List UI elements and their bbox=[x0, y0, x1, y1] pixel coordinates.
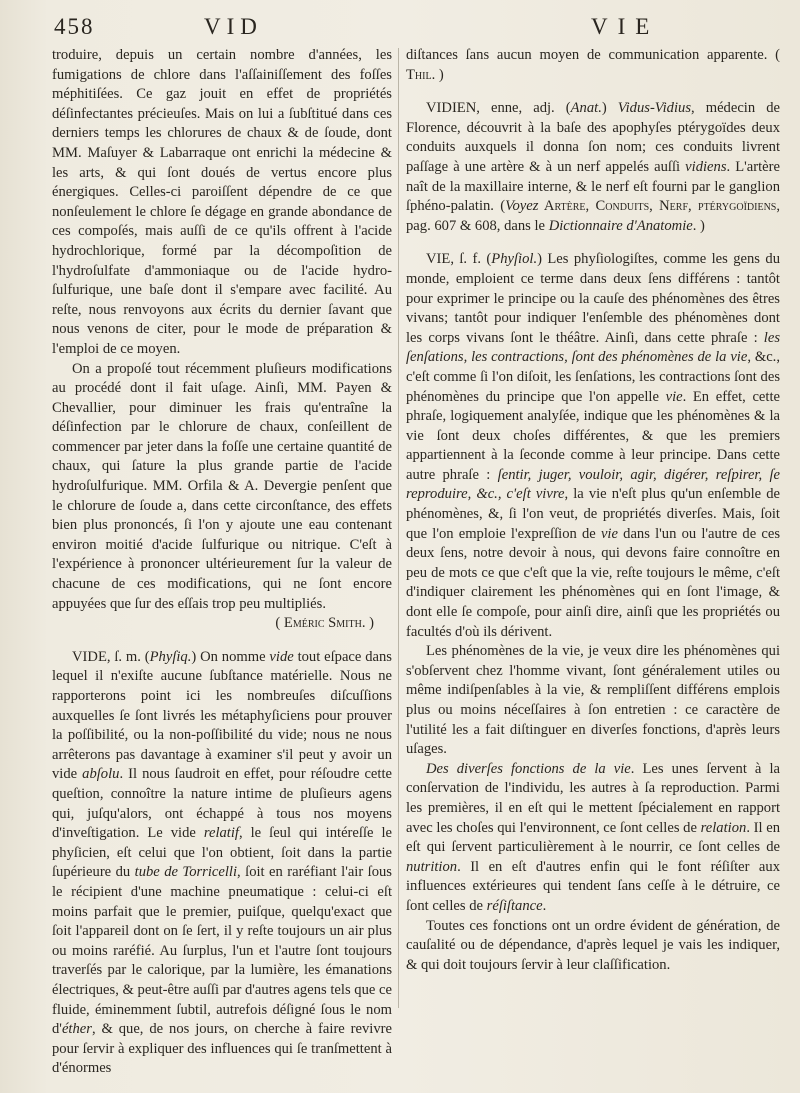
italic-quote: les ſenſations, les contractions, ſont des phénomènes de la vie bbox=[406, 329, 780, 366]
italic-term: relation bbox=[700, 819, 747, 836]
left-running-head: VID bbox=[204, 14, 263, 39]
text-run: . ) bbox=[692, 217, 705, 234]
text-run: . Les unes ſervent à la conſervation de l'individu, les autres à ſa reproduction. Parmi les premières, il en eſt qui le mettent ſpécialement en rapport avec les choſes qui l'environnent, ce ſont celles de bbox=[406, 760, 780, 836]
italic-term: Vidus-Vidius bbox=[617, 100, 692, 117]
text-run: tout eſpace dans lequel il n'exiſte aucune ſubſtance matérielle. Nous ne rapporterons point ici les nombreuſes diſcuſſions auxquelles ſe ſont livrés les métaphyſiciens pour prouver la poſſibilité, ou la non-poſſibilité du vide; nous ne nous arrêterons pas davantage à examiner s'il peut y avoir un vide bbox=[52, 648, 392, 783]
section-title-italic: Des diverſes fonctions de la vie bbox=[426, 760, 631, 777]
italic-term: vide bbox=[269, 648, 294, 665]
text-run: . En effet, cette phraſe, logiquement analyſée, indique que les phénomènes & la vie ſont deux choſes différentes, & que les premiers appartiennent à la ſeconde comme à leur principe. Dans cette autre phraſe : bbox=[406, 388, 780, 483]
author-signature: Thil. bbox=[406, 66, 436, 83]
page-number: 458 bbox=[54, 14, 95, 39]
entry-vide bbox=[52, 648, 392, 1079]
italic-term: éther bbox=[61, 1021, 92, 1038]
left-column bbox=[52, 46, 392, 1079]
entry-vie bbox=[406, 250, 780, 642]
subject-abbreviation: Phyſiol. bbox=[491, 251, 538, 268]
right-column bbox=[406, 46, 780, 975]
text-run: , la vie n'eſt plus qu'un enſemble de phénomènes, &, ſi l'on veut, de propriétés diverſes. Mais, ſoit que l'on emploie l'expreſſion de bbox=[406, 486, 781, 542]
subject-abbreviation: Anat. bbox=[570, 100, 602, 117]
text-run: . L'artère naît de la maxillaire interne, & le nerf eſt fourni par le ganglion ſphéno-palatin. ( bbox=[406, 158, 780, 215]
author-signature: ( Eméric Smith. ) bbox=[275, 615, 374, 632]
subject-abbreviation: Phyſiq. bbox=[149, 648, 192, 665]
entry-headword-vidien: VIDIEN, enne, adj. ( bbox=[426, 100, 571, 117]
italic-term: réſiſtance bbox=[486, 897, 543, 914]
italic-term: Voyez bbox=[505, 198, 539, 215]
paragraph-modifications: On a propoſé tout récemment pluſieurs modifications au procédé dont il fait uſage. Ainſi, MM. Payen & Chevallier, pour diminuer les frais qu'entraîne la déſinfection par le chlorure de chaux, conſeillent de commencer par jeter dans la foſſe une certaine quantité de chaux, qui ſature la plus grande partie de l'acide hydroſulfurique. MM. Orfila & A. Devergie penſent que le chlorure de ſoude a, dans cette circonſtance, des effets bien plus prononcés, ſi l'on y ajoute une eau contenant environ moitié d'acide ſulfurique ou nitrique. C'eſt à l'expérience à prononcer ultérieurement ſur la valeur de chacune de ces modifications, qui ne ſont encore appuyées que ſur des eſſais trop peu multipliés. bbox=[52, 360, 392, 612]
italic-quote: ſentir, juger, vouloir, agir, digérer, reſpirer, ſe reproduire, &c., c'eſt vivre bbox=[406, 466, 780, 503]
running-header bbox=[54, 14, 778, 44]
paragraph-fumigations: troduire, depuis un certain nombre d'années, les fumigations de chlore dans l'aſſainiſſement des foſſes méphitiſées. Ce gaz jouit en effet de propriétés déſinfectantes précieuſes. Mais on lui a ſubſtitué dans ces derniers temps les chlorures de chaux & de ſoude, dont MM. Maſuyer & Labarraque ont enrichi la médecine & les arts, & qui ſont doués de vertus encore plus énergiques. Celles-ci paroiſſent dépendre de ce que nonſeulement le chlore ſe dégage en grande abondance de ces compoſés, mais auſſi de ce qu'ils offrent à l'acide hydrochlorique, formé par la décompoſition de l'hydroſulfate d'ammoniaque ou de l'acide hydro-ſulfurique, une baſe dont il s'empare avec facilité. Au reſte, nous renvoyons aux écrits du dernier ſavant que nous venons de citer, pour le mode de préparation & l'emploi de ce moyen. bbox=[52, 47, 392, 357]
text-run: , le ſeul qui intéreſſe le phyſicien, eſt celui que l'on obtient, ſoit dans la partie ſupérieure du bbox=[52, 825, 392, 881]
text-run: , pag. 607 & 608, dans le bbox=[406, 198, 781, 234]
text-run: ) bbox=[601, 100, 618, 117]
italic-term: vie bbox=[600, 525, 618, 542]
text-run: , médecin de Florence, découvrit à la baſe des apophyſes ptérygoïdes deux conduits auxquels il donna ſon nom; ces conduits livrent paſſage à une artère & à un nerf appelés auſſi bbox=[406, 100, 780, 175]
italic-term: abſolu bbox=[82, 766, 120, 783]
entry-vidien bbox=[406, 99, 780, 236]
entry-headword-vide: VIDE, ſ. m. ( bbox=[72, 648, 150, 665]
italic-term: tube de Torricelli bbox=[134, 864, 238, 881]
paragraph-phenomenes: Les phénomènes de la vie, je veux dire les phénomènes qui s'obſervent chez l'homme vivant, ſont généralement utiles ou même indiſpenſables à la vie, & rempliſſent différens emplois plus ou moins néceſſaires à ſon entretien : ce caractère de l'utilité les a fait diſtinguer en diverſes fonctions, d'après leurs uſages. bbox=[406, 643, 780, 758]
text-run: dans l'un ou l'autre de ces deux ſens, notre devoir à nous, qui devons faire connoître en peu de mots ce que c'eſt que la vie, reſte toujours le même, c'eſt d'indiquer clairement les phénomènes qui en ſont l'image, & dont elle ſe compoſe, pour ainſi dire, ainſi que les propriétés ou facultés d'où ils dérivent. bbox=[406, 525, 780, 640]
italic-term: vie bbox=[665, 388, 683, 405]
text-run: . Il nous ſaudroit en effet, pour réſoudre cette queſtion, connoître la nature intime de pluſieurs agens qui, juſqu'alors, ont échappé à tous nos moyens d'inveſtigation. Le vide bbox=[52, 766, 392, 842]
italic-term: nutrition bbox=[406, 858, 458, 875]
text-run: . bbox=[542, 897, 547, 914]
right-running-head: VIE bbox=[591, 14, 660, 39]
text-run: diſtances ſans aucun moyen de communication apparente. ( bbox=[406, 47, 780, 63]
text-run: ) Les phyſiologiſtes, comme les gens du monde, emploient ce terme dans deux ſens différens : tantôt pour exprimer le principe ou la cauſe des phénomènes des êtres vivans; tantôt pour indiquer l'enſemble des phénomènes dont les corps vivans ſont le théâtre. Ainſi, dans cette phraſe : bbox=[406, 251, 780, 346]
italic-term: vidiens bbox=[685, 158, 727, 175]
text-run: . Il en eſt qui ſervent particulièrement à le nourrir, ce ſont celles de bbox=[406, 819, 780, 856]
paragraph-continuation bbox=[406, 46, 780, 85]
cross-references: Artère, Conduits, Nerf, ptérygoïdiens bbox=[538, 198, 777, 215]
text-run: , & que, de nos jours, on cherche à faire revivre pour ſervir à expliquer des influences qui ſe tranſmettent à d'énormes bbox=[52, 1021, 392, 1077]
italic-term: Dictionnaire d'Anatomie bbox=[548, 217, 693, 234]
text-run: ) On nomme bbox=[191, 648, 270, 665]
text-run: , ſoit en raréfiant l'air ſous le récipient d'une machine pneumatique : celui-ci eſt moins parfait que le premier, puiſque, quelqu'exact que ſoit l'appareil dont on ſe ſert, il y reſte toujours un air plus ou moins raréfié. Au ſurplus, l'un et l'autre ſont toujours traverſés par le calorique, par la lumière, les émanations électriques, & peut-être auſſi par d'autres agens tels que ce fluide, éminemment ſubtil, autrefois déſigné ſous le nom d' bbox=[52, 864, 392, 1038]
paragraph-fonctions bbox=[406, 760, 780, 917]
column-divider bbox=[398, 48, 399, 1008]
paragraph-classification: Toutes ces fonctions ont un ordre évident de génération, de cauſalité ou de dépendance, d'après lequel je vais les indiquer, & qui doit toujours ſervir à leur claſſification. bbox=[406, 917, 780, 973]
text-run: . Il en eſt d'autres enfin qui le font réſiſter aux influences extérieures qui tendent ſans ceſſe à le détruire, ce ſont celles de bbox=[406, 858, 780, 914]
entry-headword-vie: VIE, ſ. f. ( bbox=[426, 251, 492, 268]
italic-term: relatif bbox=[203, 825, 239, 842]
text-run: , &c., c'eſt comme ſi l'on diſoit, les ſenſations, les contractions ſont des phénomènes du principe que l'on appelle bbox=[406, 349, 780, 405]
text-run: ) bbox=[438, 66, 444, 83]
